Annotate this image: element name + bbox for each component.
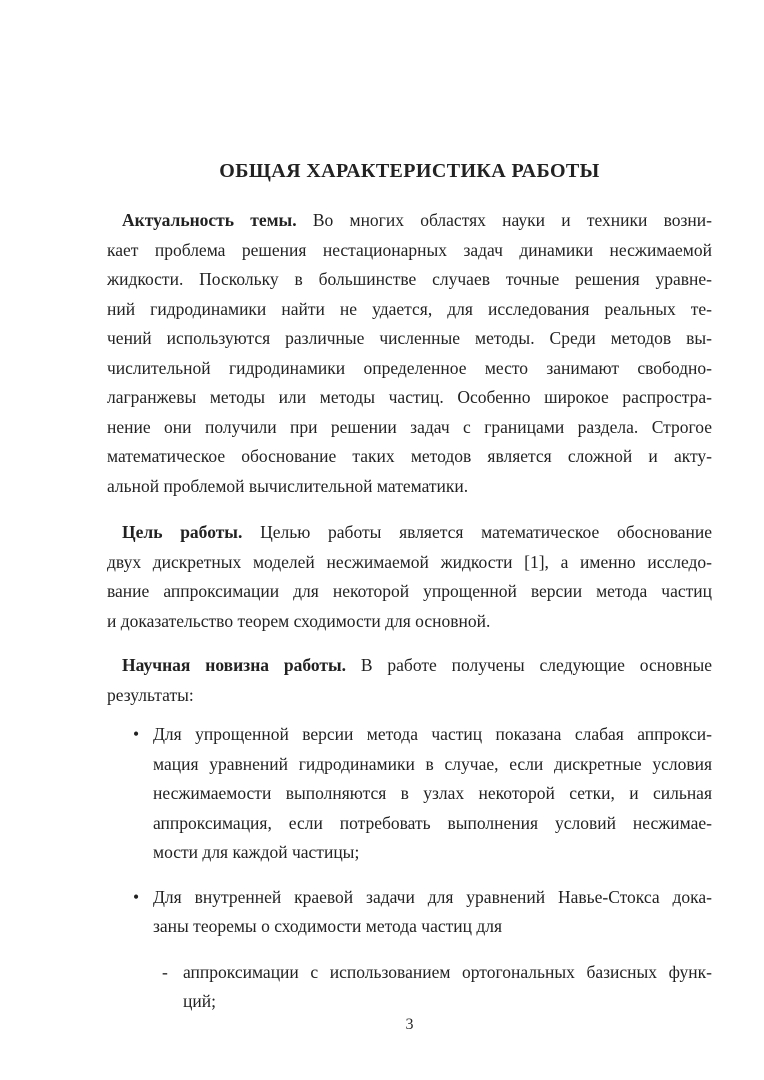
bullet-marker-icon: •: [133, 724, 140, 744]
text-line: Для упрощенной версии метода частиц показана слабая аппрокси-: [153, 724, 712, 744]
text-line: жидкости. Поскольку в большинстве случаев точные решения уравне-: [107, 269, 712, 289]
text-line: нение они получили при решении задач с границами раздела. Строгое: [107, 416, 712, 437]
text-line: и доказательство теорем сходимости для основной.: [107, 610, 491, 631]
text-line: аппроксимации с использованием ортогональных базисных функ-: [183, 961, 712, 982]
text-line: Цель работы. Целью работы является математическое обоснование: [122, 522, 713, 542]
bold-lead: Цель работы.: [122, 522, 243, 542]
text-line: лагранжевы методы или методы частиц. Особенно широкое распростра-: [107, 387, 712, 407]
section-title: ОБЩАЯ ХАРАКТЕРИСТИКА РАБОТЫ: [219, 160, 600, 182]
bold-lead: Научная новизна работы.: [122, 655, 347, 675]
text-line: чений используются различные численные методы. Среди методов вы-: [107, 328, 712, 348]
text-line: вание аппроксимации для некоторой упрощенной версии метода частиц: [107, 581, 712, 601]
text-block: [107, 156, 712, 1017]
paragraph-block: [107, 206, 712, 501]
text-line: мация уравнений гидродинамики в случае, если дискретные условия: [153, 753, 712, 774]
text-line: заны теоремы о сходимости метода частиц для: [153, 916, 503, 936]
dash-item-block: [107, 958, 712, 1017]
text-line: альной проблемой вычислительной математики.: [107, 475, 469, 496]
text-line: несжимаемости выполняются в узлах некоторой сетки, и сильная: [153, 783, 712, 803]
text-line: Актуальность темы. Во многих областях науки и техники возни-: [122, 210, 712, 230]
text-line: ний гидродинамики найти не удается, для исследования реальных те-: [107, 298, 712, 319]
text-line: числительной гидродинамики определенное место занимают свободно-: [107, 357, 712, 378]
text-line: Научная новизна работы. В работе получены следующие основные: [122, 655, 712, 675]
text-line: ций;: [183, 991, 216, 1011]
paragraph-block: [107, 651, 712, 710]
bullet-block: [107, 883, 712, 942]
text-line: двух дискретных моделей несжимаемой жидкости [1], а именно исследо-: [107, 551, 712, 572]
bold-lead: Актуальность темы.: [122, 210, 297, 230]
dash-marker-icon: -: [162, 961, 168, 982]
paragraph-block: [107, 518, 712, 636]
text-line: аппроксимация, если потребовать выполнения условий несжимае-: [153, 812, 712, 833]
page-number: 3: [405, 1016, 414, 1033]
text-line: Для внутренней краевой задачи для уравнений Навье-Стокса дока-: [153, 886, 712, 907]
text-line: математическое обоснование таких методов является сложной и акту-: [107, 446, 712, 466]
text-line: кает проблема решения нестационарных задач динамики несжимаемой: [107, 239, 712, 260]
text-line: мости для каждой частицы;: [153, 842, 360, 862]
text-line: результаты:: [107, 684, 194, 705]
bullet-marker-icon: •: [133, 886, 140, 907]
bullet-block: [107, 720, 712, 868]
